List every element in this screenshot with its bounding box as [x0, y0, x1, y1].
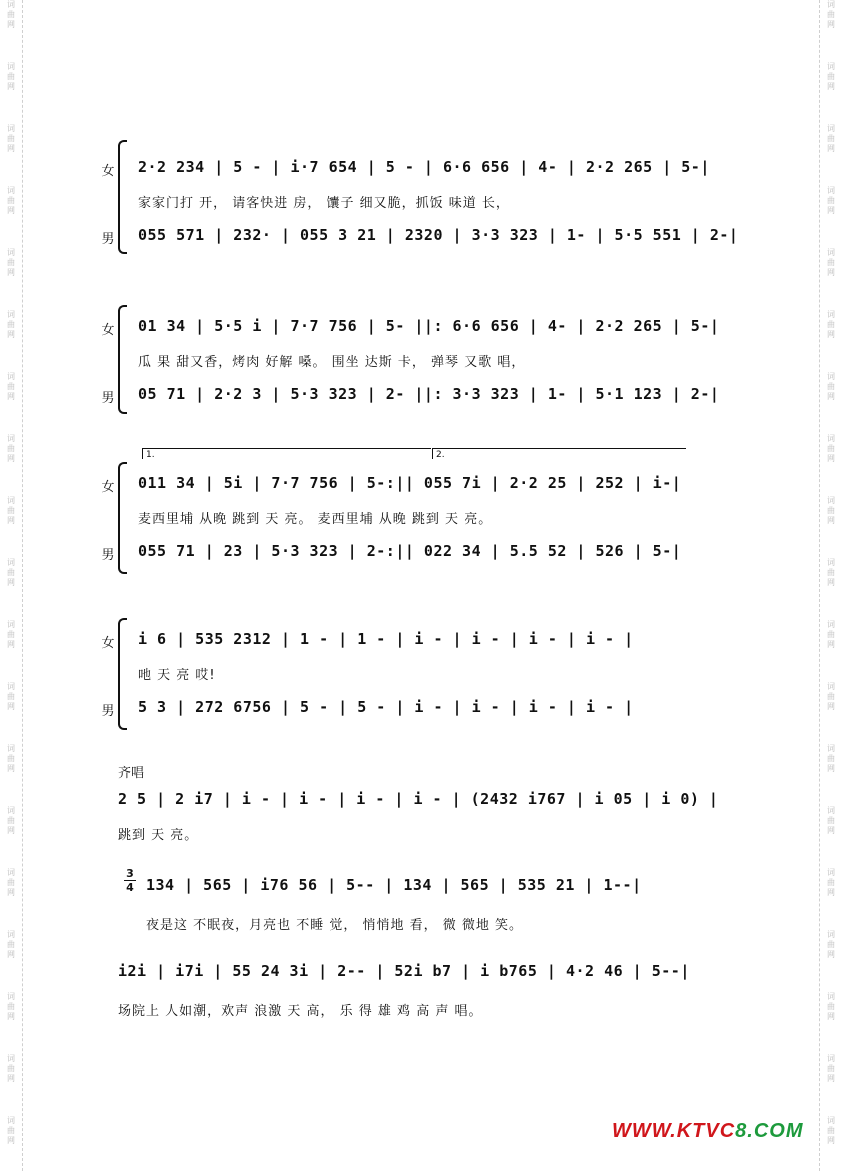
watermark-text: 词 曲 网: [827, 992, 835, 1021]
site-logo: [612, 1120, 804, 1143]
watermark-text: 词 曲 网: [827, 248, 835, 277]
watermark-text: 词 曲 网: [7, 558, 15, 587]
watermark-text: 词 曲 网: [827, 1054, 835, 1083]
system-brace: [118, 618, 127, 730]
score-system-1: [100, 140, 740, 260]
female-notes-row: 011 34 | 5i | 7·7 756 | 5-:|| 055 7i | 2·2 25 | 252 | i-|: [138, 474, 682, 492]
watermark-text: 词 曲 网: [827, 868, 835, 897]
watermark-text: 词 曲 网: [827, 620, 835, 649]
watermark-text: 词 曲 网: [7, 124, 15, 153]
watermark-text: 词 曲 网: [827, 930, 835, 959]
female-notes-row: i 6 | 535 2312 | 1 - | 1 - | i - | i - | i - | i - |: [138, 630, 634, 648]
watermark-text: 词 曲 网: [827, 682, 835, 711]
lyrics-row: 家家门打 开， 请客快进 房， 馕子 细又脆，抓饭 味道 长，: [138, 196, 510, 211]
system-brace: [118, 140, 127, 254]
watermark-text: 词 曲 网: [7, 744, 15, 773]
score-system-3: [100, 448, 740, 578]
watermark-text: 词 曲 网: [7, 248, 15, 277]
female-part-label: 女: [101, 636, 115, 651]
male-notes-row: 5 3 | 272 6756 | 5 - | 5 - | i - | i - | i - | i - |: [138, 698, 634, 716]
system-brace: [118, 462, 127, 574]
watermark-text: 词 曲 网: [827, 806, 835, 835]
watermark-text: 词 曲 网: [827, 1116, 835, 1145]
watermark-text: 词 曲 网: [827, 0, 835, 29]
watermark-text: 词 曲 网: [827, 496, 835, 525]
watermark-text: 词 曲 网: [7, 992, 15, 1021]
watermark-text: 词 曲 网: [827, 186, 835, 215]
unison-label: 齐唱: [118, 766, 145, 781]
watermark-text: 词 曲 网: [7, 1054, 15, 1083]
site-logo-part-b: 8.COM: [735, 1120, 804, 1142]
verse-b-notes-row: i2i | i7i | 55 24 3i | 2-- | 52i b7 | i b765 | 4·2 46 | 5--|: [118, 962, 690, 980]
watermark-text: 词 曲 网: [827, 372, 835, 401]
watermark-text: 词 曲 网: [7, 868, 15, 897]
time-signature: [124, 868, 136, 893]
watermark-text: 词 曲 网: [7, 0, 15, 29]
female-part-label: 女: [101, 323, 115, 338]
female-notes-row: 01 34 | 5·5 i | 7·7 756 | 5- ||: 6·6 656 | 4- | 2·2 265 | 5-|: [138, 317, 720, 335]
male-part-label: 男: [101, 232, 115, 247]
time-signature-bottom: 4: [126, 881, 134, 894]
score-system-2: [100, 305, 740, 425]
watermark-text: 词 曲 网: [7, 1116, 15, 1145]
volta-bracket-2: 2.: [432, 448, 686, 459]
unison-lyrics-row: 跳到 天 亮。: [118, 828, 199, 843]
site-logo-part-a: WWW.KTVC: [612, 1120, 736, 1142]
male-part-label: 男: [101, 548, 115, 563]
verse-a-notes-row: 134 | 565 | i76 56 | 5-- | 134 | 565 | 535 21 | 1--|: [146, 876, 642, 894]
watermark-text: 词 曲 网: [827, 62, 835, 91]
unison-notes-row: 2 5 | 2 i7 | i - | i - | i - | i - | (2432 i767 | i 05 | i 0) |: [118, 790, 719, 808]
right-watermark-strip: [819, 0, 842, 1171]
volta-bracket-1: 1.: [142, 448, 431, 459]
left-watermark-strip: [0, 0, 23, 1171]
female-notes-row: 2·2 234 | 5 - | i·7 654 | 5 - | 6·6 656 | 4- | 2·2 265 | 5-|: [138, 158, 710, 176]
watermark-text: 词 曲 网: [7, 372, 15, 401]
watermark-text: 词 曲 网: [7, 620, 15, 649]
watermark-text: 词 曲 网: [827, 558, 835, 587]
watermark-text: 词 曲 网: [827, 434, 835, 463]
lyrics-row: 麦西里埔 从晚 跳到 天 亮。 麦西里埔 从晚 跳到 天 亮。: [138, 512, 493, 527]
watermark-text: 词 曲 网: [7, 434, 15, 463]
watermark-text: 词 曲 网: [7, 496, 15, 525]
watermark-text: 词 曲 网: [827, 124, 835, 153]
watermark-text: 词 曲 网: [827, 310, 835, 339]
female-part-label: 女: [101, 164, 115, 179]
male-part-label: 男: [101, 704, 115, 719]
lyrics-row: 瓜 果 甜又香，烤肉 好解 嗓。 围坐 达斯 卡， 弹琴 又歌 唱，: [138, 355, 526, 370]
verse-a-lyrics-row: 夜是这 不眠夜，月亮也 不睡 觉， 悄悄地 看， 微 微地 笑。: [146, 918, 524, 933]
watermark-text: 词 曲 网: [7, 186, 15, 215]
watermark-text: 词 曲 网: [7, 310, 15, 339]
time-signature-top: 3: [126, 867, 134, 880]
score-system-4: [100, 618, 740, 738]
verse-b-lyrics-row: 场院上 人如潮，欢声 浪激 天 高， 乐 得 雄 鸡 高 声 唱。: [118, 1004, 483, 1019]
male-part-label: 男: [101, 391, 115, 406]
male-notes-row: 055 71 | 23 | 5·3 323 | 2-:|| 022 34 | 5.5 52 | 526 | 5-|: [138, 542, 682, 560]
watermark-text: 词 曲 网: [7, 62, 15, 91]
male-notes-row: 055 571 | 232· | 055 3 21 | 2320 | 3·3 323 | 1- | 5·5 551 | 2-|: [138, 226, 739, 244]
female-part-label: 女: [101, 480, 115, 495]
watermark-text: 词 曲 网: [7, 682, 15, 711]
watermark-text: 词 曲 网: [7, 806, 15, 835]
watermark-text: 词 曲 网: [827, 744, 835, 773]
system-brace: [118, 305, 127, 414]
watermark-text: 词 曲 网: [7, 930, 15, 959]
lyrics-row: 吔 天 亮 哎!: [138, 668, 216, 683]
male-notes-row: 05 71 | 2·2 3 | 5·3 323 | 2- ||: 3·3 323 | 1- | 5·1 123 | 2-|: [138, 385, 720, 403]
